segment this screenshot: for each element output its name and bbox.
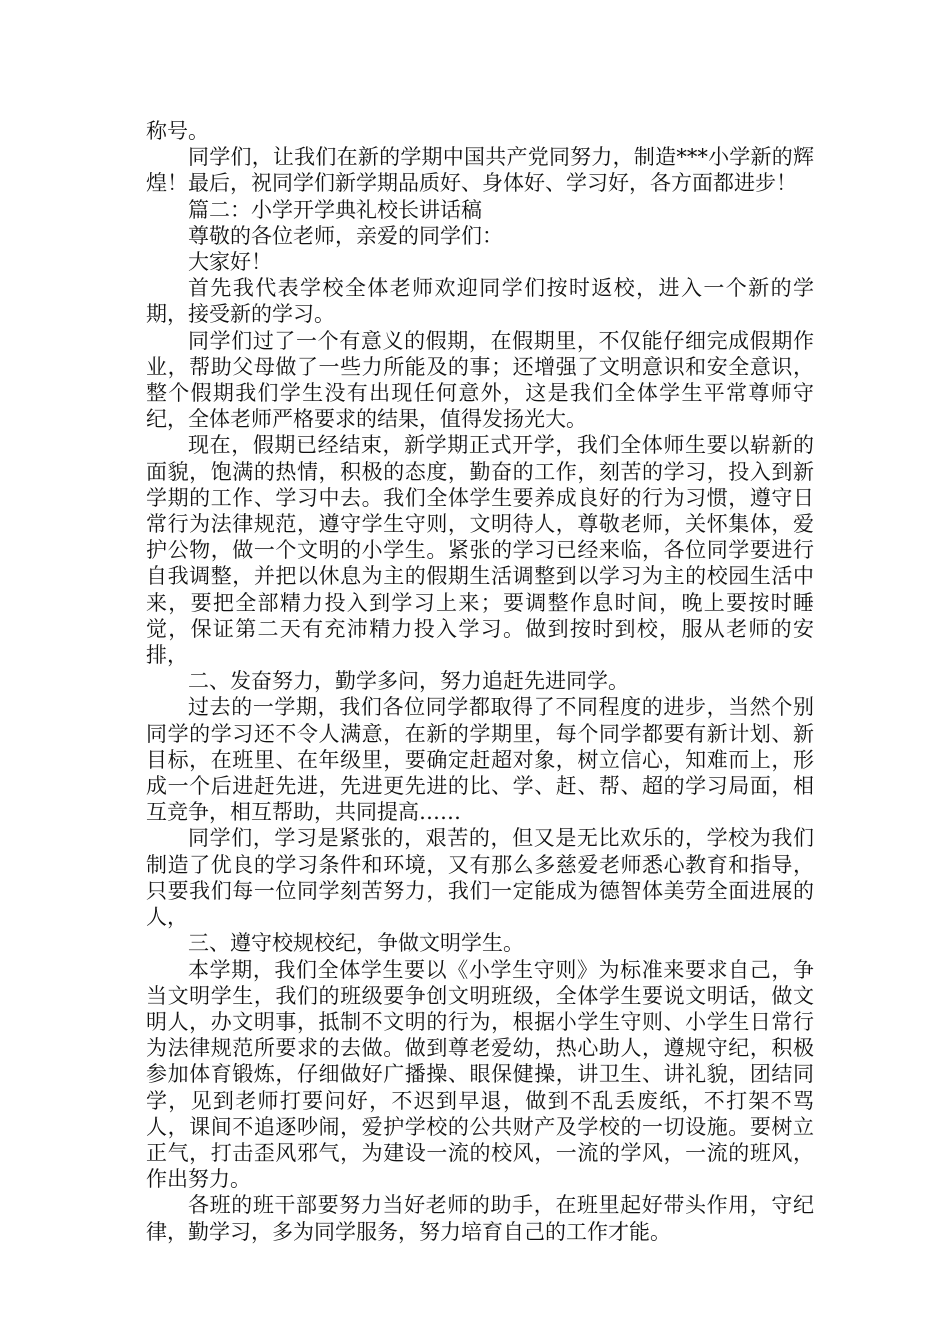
paragraph: 各班的班干部要努力当好老师的助手，在班里起好带头作用，守纪律，勤学习，多为同学服务，努力培育自己的工作才能。	[146, 1193, 814, 1244]
paragraph: 现在，假期已经结束，新学期正式开学，我们全体师生要以崭新的面貌，饱满的热情，积极的态度，勤奋的工作，刻苦的学习，投入到新学期的工作、学习中去。我们全体学生要养成良好的行为习惯，遵守日常行为法律规范，遵守学生守则，文明待人，尊敬老师，关怀集体，爱护公物，做一个文明的小学生。紧张的学习已经来临，各位同学要进行自我调整，并把以休息为主的假期生活调整到以学习为主的校园生活中来，要把全部精力投入到学习上来；要调整作息时间，晚上要按时睡觉，保证第二天有充沛精力投入学习。做到按时到校，服从老师的安排，	[146, 433, 814, 668]
paragraph: 同学们过了一个有意义的假期，在假期里，不仅能仔细完成假期作业，帮助父母做了一些力所能及的事；还增强了文明意识和安全意识，整个假期我们学生没有出现任何意外，这是我们全体学生平常尊师守纪，全体老师严格要求的结果，值得发扬光大。	[146, 328, 814, 432]
paragraph: 首先我代表学校全体老师欢迎同学们按时返校，进入一个新的学期，接受新的学习。	[146, 276, 814, 327]
section-heading: 三、遵守校规校纪，争做文明学生。	[188, 931, 524, 956]
greeting: 大家好！	[188, 250, 272, 275]
document-body	[146, 118, 814, 1245]
paragraph: 称号。	[146, 119, 209, 143]
paragraph: 同学们，学习是紧张的，艰苦的，但又是无比欢乐的，学校为我们制造了优良的学习条件和环境，又有那么多慈爱老师悉心教育和指导，只要我们每一位同学刻苦努力，我们一定能成为德智体美劳全面进展的人，	[146, 826, 814, 930]
section-heading: 二、发奋努力，勤学多问，努力追赶先进同学。	[188, 669, 629, 694]
paragraph: 本学期，我们全体学生要以《小学生守则》为标准来要求自己，争当文明学生，我们的班级要争创文明班级，全体学生要说文明话，做文明人，办文明事，抵制不文明的行为，根据小学生守则、小学生日常行为法律规范所要求的去做。做到尊老爱幼，热心助人，遵规守纪，积极参加体育锻炼，仔细做好广播操、眼保健操，讲卫生、讲礼貌，团结同学，见到老师打要问好，不迟到早退，做到不乱丢废纸，不打架不骂人，课间不追逐吵闹，爱护学校的公共财产及学校的一切设施。要树立正气，打击歪风邪气，为建设一流的校风，一流的学风，一流的班风，作出努力。	[146, 957, 814, 1192]
paragraph: 同学们，让我们在新的学期中国共产党同努力，制造***小学新的辉煌！最后，祝同学们新学期品质好、身体好、学习好，各方面都进步！	[146, 145, 814, 196]
salutation: 尊敬的各位老师，亲爱的同学们：	[188, 223, 503, 248]
paragraph: 过去的一学期，我们各位同学都取得了不同程度的进步，当然个别同学的学习还不令人满意，在新的学期里，每个同学都要有新计划、新目标，在班里、在年级里，要确定赶超对象，树立信心，知难而上，形成一个后进赶先进，先进更先进的比、学、赶、帮、超的学习局面，相互竞争，相互帮助，共同提高……	[146, 695, 814, 825]
section-heading: 篇二：小学开学典礼校长讲话稿	[188, 197, 482, 222]
